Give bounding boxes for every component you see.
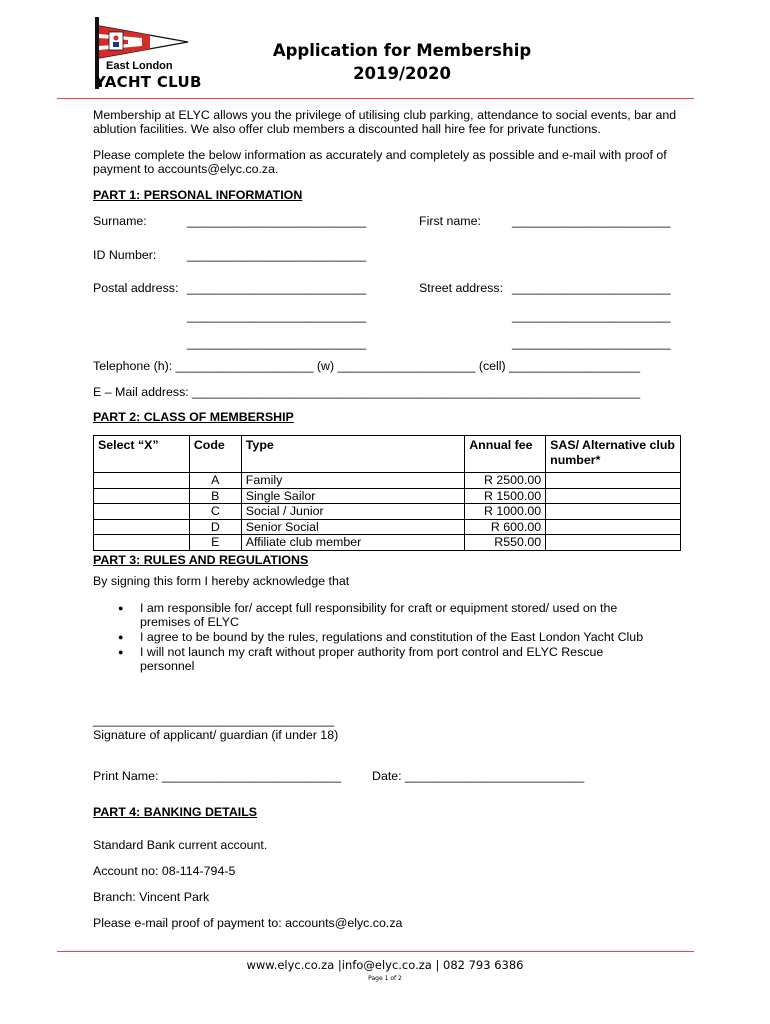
sas-cell-c[interactable] bbox=[546, 504, 681, 520]
intro-paragraph-1: Membership at ELYC allows you the privilege of utilising club parking, attendance to social events, bar and ablution facilities. We also offer club members a discounted hall hire fee for private functions. bbox=[93, 108, 677, 136]
date-field[interactable]: Date: __________________________ bbox=[372, 769, 585, 783]
code-cell: E bbox=[189, 535, 241, 551]
select-cell-b[interactable] bbox=[94, 488, 190, 504]
sas-cell-a[interactable] bbox=[546, 473, 681, 489]
col-header-code: Code bbox=[189, 436, 241, 473]
sas-cell-e[interactable] bbox=[546, 535, 681, 551]
membership-class-table bbox=[93, 435, 681, 551]
footer-divider bbox=[57, 951, 694, 952]
part3-lead: By signing this form I hereby acknowledge that bbox=[93, 574, 350, 588]
postal-address-field-2[interactable]: __________________________ bbox=[187, 309, 367, 323]
type-cell: Senior Social bbox=[241, 519, 464, 535]
header-divider bbox=[57, 98, 694, 99]
bullet-icon: ● bbox=[118, 632, 124, 642]
bullet-icon: ● bbox=[118, 603, 124, 613]
type-cell: Single Sailor bbox=[241, 488, 464, 504]
part1-heading: PART 1: PERSONAL INFORMATION bbox=[93, 188, 303, 202]
table-row bbox=[94, 519, 681, 535]
rule-item-2: I agree to be bound by the rules, regulations and constitution of the East London Yacht Club bbox=[140, 630, 644, 644]
telephone-fields[interactable]: Telephone (h): ____________________ (w) ____________________ (cell) ___________________ bbox=[93, 359, 641, 373]
logo-text-line1: East London bbox=[106, 60, 173, 72]
footer-contact: www.elyc.co.za |info@elyc.co.za | 082 793 6386 bbox=[246, 958, 524, 972]
id-number-label: ID Number: bbox=[93, 248, 157, 262]
col-header-type: Type bbox=[241, 436, 464, 473]
fee-cell: R 1500.00 bbox=[465, 488, 546, 504]
signature-label: Signature of applicant/ guardian (if under 18) bbox=[93, 728, 339, 742]
table-row bbox=[94, 504, 681, 520]
table-row bbox=[94, 488, 681, 504]
col-header-select: Select “X” bbox=[94, 436, 190, 473]
fee-cell: R 1000.00 bbox=[465, 504, 546, 520]
street-address-field-1[interactable]: _______________________ bbox=[512, 281, 671, 295]
branch-name: Branch: Vincent Park bbox=[93, 890, 210, 904]
col-header-annual-fee: Annual fee bbox=[465, 436, 546, 473]
code-cell: C bbox=[189, 504, 241, 520]
table-row bbox=[94, 473, 681, 489]
signature-field[interactable]: ___________________________________ bbox=[93, 713, 335, 727]
intro-paragraph-2: Please complete the below information as accurately and completely as possible and e-mail with proof of payment to accounts@elyc.co.za. bbox=[93, 148, 667, 176]
table-row bbox=[94, 535, 681, 551]
rule-item-3: I will not launch my craft without proper authority from port control and ELYC Rescue personnel bbox=[140, 645, 604, 673]
first-name-label: First name: bbox=[419, 214, 481, 228]
bullet-icon: ● bbox=[118, 647, 124, 657]
type-cell: Social / Junior bbox=[241, 504, 464, 520]
part2-heading: PART 2: CLASS OF MEMBERSHIP bbox=[93, 410, 294, 424]
surname-field[interactable]: __________________________ bbox=[187, 214, 367, 228]
sas-cell-b[interactable] bbox=[546, 488, 681, 504]
select-cell-a[interactable] bbox=[94, 473, 190, 489]
code-cell: B bbox=[189, 488, 241, 504]
print-name-field[interactable]: Print Name: __________________________ bbox=[93, 769, 342, 783]
select-cell-c[interactable] bbox=[94, 504, 190, 520]
col-header-sas-number: SAS/ Alternative club number* bbox=[546, 436, 681, 473]
select-cell-e[interactable] bbox=[94, 535, 190, 551]
surname-label: Surname: bbox=[93, 214, 147, 228]
bank-name: Standard Bank current account. bbox=[93, 838, 268, 852]
table-header-row bbox=[94, 436, 681, 473]
postal-address-field-1[interactable]: __________________________ bbox=[187, 281, 367, 295]
logo-text-line2: YACHT CLUB bbox=[95, 73, 202, 91]
street-address-field-2[interactable]: _______________________ bbox=[512, 309, 671, 323]
fee-cell: R 600.00 bbox=[465, 519, 546, 535]
email-field[interactable]: E – Mail address: _________________________________________________________________ bbox=[93, 385, 641, 399]
part3-heading: PART 3: RULES AND REGULATIONS bbox=[93, 553, 309, 567]
form-title: Application for Membership bbox=[272, 41, 532, 60]
fee-cell: R 2500.00 bbox=[465, 473, 546, 489]
sas-cell-d[interactable] bbox=[546, 519, 681, 535]
fee-cell: R550.00 bbox=[465, 535, 546, 551]
type-cell: Affiliate club member bbox=[241, 535, 464, 551]
street-address-field-3[interactable]: _______________________ bbox=[512, 336, 671, 350]
postal-address-label: Postal address: bbox=[93, 281, 179, 295]
account-number: Account no: 08-114-794-5 bbox=[93, 864, 236, 878]
payment-email-note: Please e-mail proof of payment to: accounts@elyc.co.za bbox=[93, 916, 403, 930]
form-year: 2019/2020 bbox=[353, 64, 451, 83]
rule-item-1: I am responsible for/ accept full responsibility for craft or equipment stored/ used on the premises of ELYC bbox=[140, 601, 618, 629]
club-logo bbox=[90, 14, 202, 94]
postal-address-field-3[interactable]: __________________________ bbox=[187, 336, 367, 350]
page-number: Page 1 of 2 bbox=[368, 975, 402, 982]
code-cell: A bbox=[189, 473, 241, 489]
id-number-field[interactable]: __________________________ bbox=[187, 248, 367, 262]
type-cell: Family bbox=[241, 473, 464, 489]
first-name-field[interactable]: _______________________ bbox=[512, 214, 671, 228]
part4-heading: PART 4: BANKING DETAILS bbox=[93, 805, 258, 819]
code-cell: D bbox=[189, 519, 241, 535]
street-address-label: Street address: bbox=[419, 281, 504, 295]
select-cell-d[interactable] bbox=[94, 519, 190, 535]
